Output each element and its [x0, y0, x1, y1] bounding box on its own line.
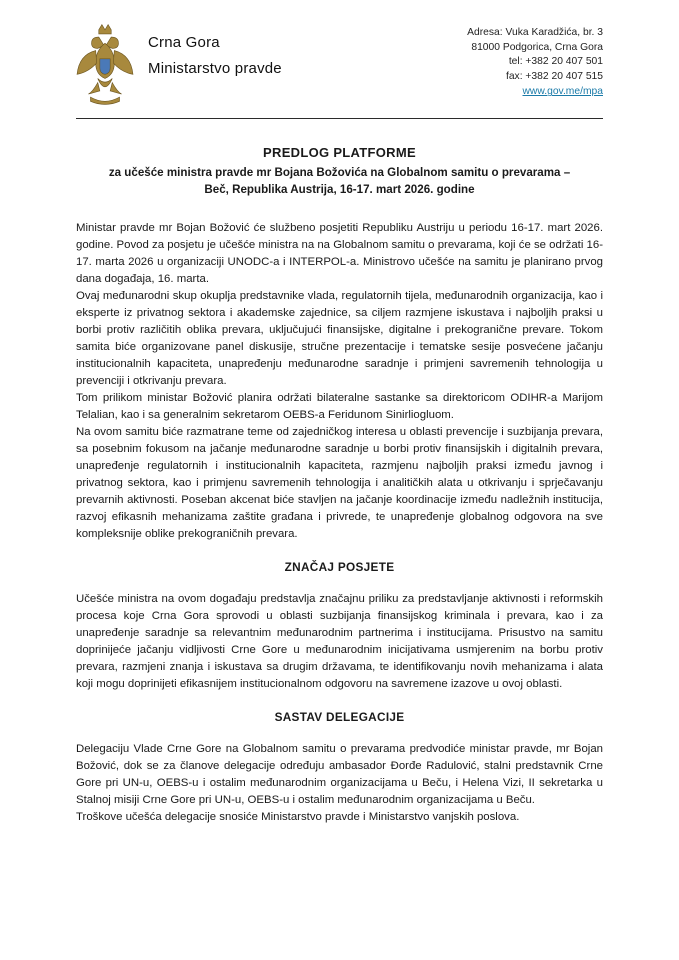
document-body — [76, 119, 603, 826]
paragraph-visit-announcement: Ministar pravde mr Bojan Božović će službeno posjetiti Republiku Austriju u periodu 16-17. mart 2026. godine. Povod za posjetu je učešće ministra na na Globalnom samitu o prevarama, koji će se održati 16-17. marta 2026 u organizaciji UNODC-a i INTERPOL-a. Ministrovo učešće na samitu je planirano prvog dana događaja, 16. marta. — [76, 222, 603, 285]
address-line-tel: tel: +382 20 407 501 — [508, 56, 603, 68]
address-line-city: 81000 Podgorica, Crna Gora — [471, 41, 603, 53]
org-block — [148, 22, 282, 77]
paragraph-delegation-costs: Troškove učešća delegacije snosiće Ministarstvo pravde i Ministarstvo vanjskih poslova. — [76, 811, 520, 823]
letterhead-left — [76, 22, 282, 106]
paragraph-summit-topics: Na ovom samitu biće razmatrane teme od zajedničkog interesa u oblasti prevencije i suzbijanja prevara, sa posebnim fokusom na jačanje međunarodne saradnje u borbi protiv finansijskih i digitalnih prevara, unapređenje regulatornih i institucionalnih kapaciteta, razmjenu najboljih praksi između javnog i privatnog sektora, kao i primjenu savremenih tehnologija i analitičkih alata u otkrivanju i sprječavanju prevarnih aktivnosti. Poseban akcenat biće stavljen na jačanje koordinacije između nadležnih institucija, razvoj efikasnih mehanizama zaštite građana i privrede, te unapređenje globalnog odgovora na sve kompleksnije oblike prekograničnih prevara. — [76, 426, 603, 540]
coat-of-arms-icon — [76, 22, 134, 106]
address-line-fax: fax: +382 20 407 515 — [505, 70, 603, 82]
contact-block — [467, 22, 603, 100]
org-ministry-name: Ministarstvo pravde — [148, 60, 282, 77]
address-line-street: Adresa: Vuka Karadžića, br. 3 — [467, 27, 603, 38]
document-subtitle-line2: Beč, Republika Austrija, 16-17. mart 2026. godine — [204, 183, 475, 196]
paragraph-delegation-members: Delegaciju Vlade Crne Gore na Globalnom samitu o prevarama predvodiće ministar pravde, mr Bojan Božović, dok se za članove delegacije određuju ambasador Đorđe Radulović, stalni predstavnik Crne Gore pri UN-u, OEBS-u i ostalim međunarodnim organizacijama u Beču, i Helena Vizi, II sekretarka u Stalnoj misiji Crne Gore pri UN-u, OEBS-u i ostalim međunarodnim organizacijama u Beču. — [76, 743, 603, 806]
paragraph-bilateral-meetings: Tom prilikom ministar Božović planira održati bilateralne sastanke sa direktoricom ODIHR-a Marijom Telalian, kao i sa generalnim sekretarom OEBS-a Feridunom Sinirliogluom. — [76, 392, 603, 421]
document-title: PREDLOG PLATFORME — [263, 145, 416, 160]
section-heading-sastav-delegacije: SASTAV DELEGACIJE — [274, 710, 405, 724]
document-subtitle-line1: za učešće ministra pravde mr Bojana Božovića na Globalnom samitu o prevarama – — [108, 166, 571, 179]
letterhead — [76, 22, 603, 110]
website-link[interactable]: www.gov.me/mpa — [522, 86, 603, 98]
paragraph-summit-description: Ovaj međunarodni skup okuplja predstavnike vlada, regulatornih tijela, međunarodnih organizacija, kao i eksperte iz privatnog sektora i akademske zajednice, sa ciljem razmjene iskustava i najboljih praksi u borbi protiv različitih oblika prevara, uključujući finansijske, digitalne i prekogranične prevare. Tokom samita biće organizovane panel diskusije, stručne prezentacije i tematske sesije posvećene jačanju institucionalnih kapaciteta, unapređenju međunarodne saradnje i primjeni savremenih tehnologija u prevenciji i otkrivanju prevara. — [76, 290, 603, 387]
intro-section — [76, 220, 603, 543]
org-country-name: Crna Gora — [148, 34, 220, 51]
paragraph-znacaj-posjete: Učešće ministra na ovom događaju predstavlja značajnu priliku za predstavljanje aktivnosti i reformskih procesa koje Crna Gora sprovodi u oblasti suzbijanja finansijskog kriminala i prevara, kao i za unapređenje saradnje sa relevantnim međunarodnim partnerima i institucijama. Prisustvo na samitu doprinijeće jačanju vidljivosti Crne Gore u međunarodnim inicijativama usmjerenim na borbu protiv prevara, razmjeni znanja i iskustava sa drugim državama, te identifikovanju novih mehanizama i alata koji mogu doprinijeti efikasnijem institucionalnom odgovoru na savremene izazove u ovoj oblasti. — [76, 593, 603, 690]
section-heading-znacaj-posjete: ZNAČAJ POSJETE — [284, 560, 395, 574]
